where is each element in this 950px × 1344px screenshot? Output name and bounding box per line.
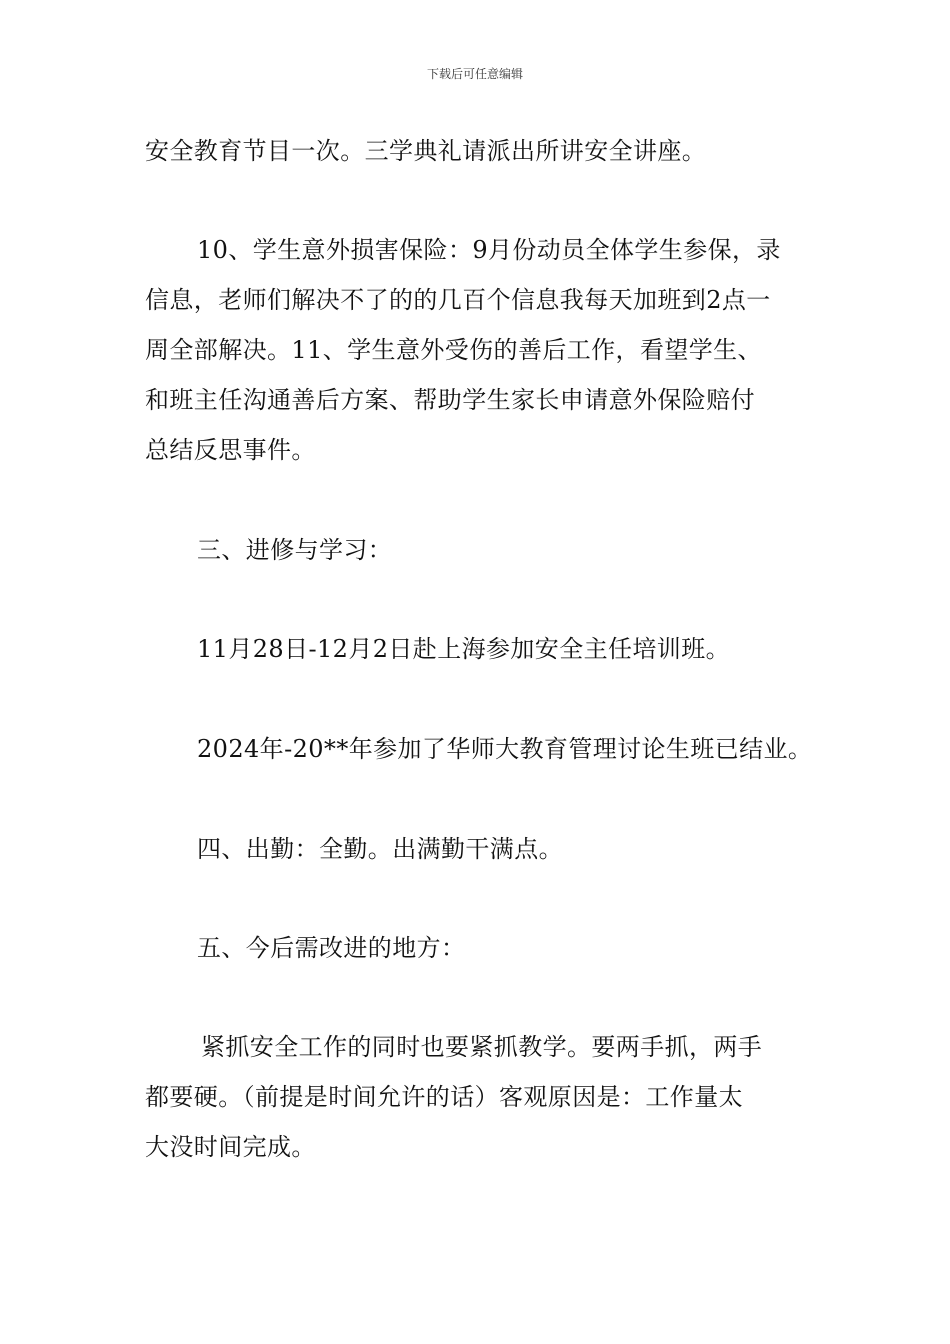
- paragraph-line: 大没时间完成。: [145, 1133, 316, 1161]
- paragraph-line: 总结反思事件。: [145, 436, 316, 464]
- paragraph-line: 都要硬。（前提是时间允许的话）客观原因是：工作量太: [145, 1083, 743, 1111]
- section-heading: 五、今后需改进的地方：: [197, 934, 466, 962]
- paragraph-line: 信息，老师们解决不了的的几百个信息我每天加班到2点一: [145, 286, 771, 314]
- section-heading: 三、进修与学习：: [197, 536, 393, 564]
- page-header: 下载后可任意编辑: [426, 67, 523, 81]
- section-heading: 四、出勤：全勤。出满勤干满点。: [197, 835, 563, 863]
- paragraph-line: 周全部解决。11、学生意外受伤的善后工作，看望学生、: [145, 336, 762, 364]
- paragraph-line: 和班主任沟通善后方案、帮助学生家长申请意外保险赔付: [145, 386, 755, 414]
- paragraph-line: 10、学生意外损害保险：9月份动员全体学生参保，录: [197, 236, 781, 264]
- paragraph-line: 安全教育节目一次。三学典礼请派出所讲安全讲座。: [145, 137, 707, 165]
- paragraph-line: 2024年-20**年参加了华师大教育管理讨论生班已结业。: [197, 735, 813, 763]
- paragraph-line: 11月28日-12月2日赴上海参加安全主任培训班。: [197, 635, 730, 663]
- paragraph-line: 紧抓安全工作的同时也要紧抓教学。要两手抓，两手: [201, 1033, 763, 1061]
